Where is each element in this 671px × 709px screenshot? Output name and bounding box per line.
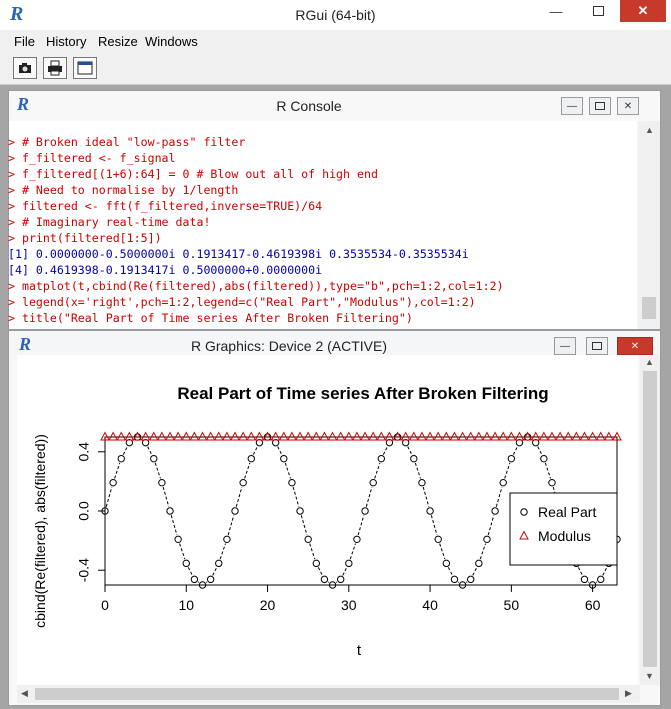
series-line — [220, 544, 225, 559]
maximize-icon — [593, 6, 604, 16]
series-line — [301, 515, 307, 535]
data-point — [508, 455, 514, 461]
data-point — [354, 536, 360, 542]
data-point — [410, 433, 418, 441]
console-scrollbar[interactable] — [638, 121, 660, 329]
data-point — [313, 560, 319, 566]
console-title: R Console — [276, 98, 342, 114]
menu-history[interactable]: History — [46, 34, 87, 49]
graphics-maximize-button[interactable] — [586, 337, 608, 355]
data-point — [589, 433, 597, 441]
series-line — [358, 515, 364, 535]
data-point — [476, 560, 482, 566]
x-tick-label: 0 — [101, 597, 109, 613]
data-point — [248, 455, 254, 461]
data-point — [418, 433, 426, 441]
series-line — [336, 582, 337, 583]
data-point — [117, 433, 125, 441]
data-point — [597, 433, 605, 441]
data-point — [231, 433, 239, 441]
console-line: [4] 0.4619398-0.1913417i 0.5000000+0.0000000i — [8, 263, 323, 277]
data-point — [207, 433, 215, 441]
data-point — [255, 433, 263, 441]
console-button[interactable] — [73, 57, 97, 79]
menu-bar — [0, 30, 671, 52]
series-line — [115, 463, 120, 478]
r-logo-icon: R — [17, 94, 30, 114]
data-point — [435, 536, 441, 542]
data-point — [150, 433, 158, 441]
series-line — [310, 544, 315, 559]
data-point — [442, 433, 450, 441]
series-line — [383, 447, 387, 455]
data-point — [377, 433, 385, 441]
minimize-button[interactable] — [536, 0, 576, 22]
console-lines — [8, 134, 504, 326]
series-line — [375, 463, 380, 478]
series-line — [285, 463, 290, 478]
y-axis-label: cbind(Re(filtered), abs(filtered)) — [32, 434, 48, 628]
data-point — [110, 479, 116, 485]
app-title: RGui (64-bit) — [295, 7, 376, 23]
data-point — [272, 433, 280, 441]
series-line — [423, 487, 429, 507]
series-line — [343, 567, 347, 575]
x-axis-label: t — [356, 642, 362, 659]
maximize-button[interactable] — [578, 0, 618, 22]
data-point — [345, 433, 353, 441]
data-point — [175, 536, 181, 542]
data-point — [216, 560, 222, 566]
data-point — [158, 433, 166, 441]
data-point — [304, 433, 312, 441]
x-tick-label: 60 — [584, 597, 601, 613]
data-point — [564, 433, 572, 441]
series-line — [180, 544, 185, 559]
data-point — [305, 536, 311, 542]
data-point — [499, 433, 507, 441]
data-point — [540, 433, 548, 441]
data-point — [459, 433, 467, 441]
data-point — [369, 433, 377, 441]
data-point — [402, 433, 410, 441]
series-line — [213, 567, 217, 575]
minimize-icon: — — [567, 100, 577, 112]
data-point — [427, 508, 433, 514]
series-line — [366, 487, 372, 507]
series-line — [198, 582, 199, 583]
data-point — [411, 455, 417, 461]
menu-resize[interactable]: Resize — [98, 34, 138, 49]
data-point — [426, 433, 434, 441]
graphics-close-button[interactable] — [617, 337, 653, 355]
y-tick-label: 0.4 — [75, 442, 92, 462]
data-point — [288, 433, 296, 441]
console-close-button[interactable] — [617, 97, 639, 115]
series-line — [228, 515, 234, 535]
data-point — [240, 479, 246, 485]
data-point — [467, 433, 475, 441]
series-line — [538, 447, 542, 455]
data-point — [215, 433, 223, 441]
data-point — [378, 455, 384, 461]
data-point — [475, 433, 483, 441]
scroll-left-icon[interactable]: ◀ — [21, 688, 28, 698]
console-line: [1] 0.0000000-0.5000000i 0.1913417-0.4619398i 0.3535534-0.3535534i — [8, 247, 469, 261]
data-point — [515, 433, 523, 441]
data-point — [451, 576, 457, 582]
data-point — [370, 479, 376, 485]
series-line — [206, 582, 207, 583]
x-tick-label: 30 — [341, 597, 357, 613]
data-point — [223, 433, 231, 441]
r-logo-icon: R — [10, 3, 24, 25]
data-point — [532, 433, 540, 441]
console-line: > f_filtered[(1+6):64] = 0 # Blow out all of high end — [8, 167, 378, 181]
console-window-icon — [74, 58, 96, 78]
series-line — [466, 582, 467, 583]
close-button[interactable] — [620, 0, 666, 22]
data-point — [183, 560, 189, 566]
scroll-right-icon[interactable]: ▶ — [625, 688, 632, 698]
data-point — [556, 433, 564, 441]
series-line — [505, 463, 510, 478]
scroll-down-icon[interactable]: ▼ — [645, 671, 654, 681]
console-line: > # Need to normalise by 1/length — [8, 183, 239, 197]
series-line — [513, 447, 517, 455]
series-line — [545, 463, 550, 478]
data-point — [337, 576, 343, 582]
series-line — [496, 487, 502, 507]
data-point — [151, 455, 157, 461]
data-point — [280, 433, 288, 441]
series-1 — [101, 433, 621, 441]
data-point — [191, 576, 197, 582]
data-point — [296, 433, 304, 441]
data-point — [541, 455, 547, 461]
data-point — [337, 433, 345, 441]
y-tick-label: -0.4 — [75, 558, 92, 583]
legend-label: Modulus — [538, 528, 591, 544]
data-point — [443, 560, 449, 566]
graphics-h-thumb[interactable] — [35, 688, 619, 700]
console-line: > legend(x='right',pch=1:2,legend=c("Real Part","Modulus"),col=1:2) — [8, 295, 476, 309]
data-point — [281, 455, 287, 461]
series-line — [603, 567, 607, 575]
series-line — [106, 487, 112, 507]
scroll-up-icon[interactable]: ▲ — [645, 357, 654, 367]
data-point — [434, 433, 442, 441]
series-line — [588, 582, 589, 583]
data-point — [159, 479, 165, 485]
menu-file[interactable]: File — [14, 34, 35, 49]
x-tick-label: 40 — [422, 597, 438, 613]
x-tick-label: 20 — [259, 597, 276, 613]
plot-svg — [17, 355, 638, 685]
minimize-icon: — — [560, 340, 570, 352]
data-point — [321, 576, 327, 582]
graphics-v-thumb[interactable] — [643, 371, 657, 667]
close-icon: ✕ — [630, 340, 640, 352]
data-point — [167, 508, 173, 514]
scroll-up-icon[interactable]: ▲ — [645, 125, 654, 135]
data-point — [142, 433, 150, 441]
data-point — [580, 433, 588, 441]
series-line — [415, 463, 420, 478]
print-icon — [44, 58, 66, 78]
series-line — [480, 544, 485, 559]
data-point — [353, 433, 361, 441]
series-line — [458, 582, 459, 583]
restore-icon — [595, 102, 605, 110]
series-line — [440, 544, 445, 559]
series-line — [578, 567, 582, 575]
data-point — [166, 433, 174, 441]
data-point — [507, 433, 515, 441]
series-line — [148, 447, 152, 455]
data-point — [548, 433, 556, 441]
data-point — [109, 433, 117, 441]
x-tick-label: 50 — [503, 597, 520, 613]
series-line — [163, 487, 169, 507]
series-line — [245, 463, 250, 478]
console-title-bar — [9, 91, 660, 121]
x-tick-label: 10 — [178, 597, 195, 613]
data-point — [549, 479, 555, 485]
maximize-icon — [592, 342, 602, 350]
close-icon: ✕ — [637, 3, 649, 18]
data-point — [468, 576, 474, 582]
series-line — [123, 447, 127, 455]
data-point — [598, 576, 604, 582]
graphics-window[interactable] — [8, 330, 661, 706]
series-line — [488, 515, 494, 535]
data-point — [174, 433, 182, 441]
data-point — [581, 576, 587, 582]
data-point — [239, 433, 247, 441]
data-point — [118, 455, 124, 461]
menu-windows[interactable]: Windows — [145, 34, 198, 49]
data-point — [450, 433, 458, 441]
print-button[interactable] — [43, 57, 67, 79]
data-point — [361, 433, 369, 441]
series-line — [318, 567, 322, 575]
data-point — [346, 560, 352, 566]
data-point — [491, 433, 499, 441]
console-line: > matplot(t,cbind(Re(filtered),abs(filtered)),type="b",pch=1:2,col=1:2) — [8, 279, 504, 293]
graphics-h-scrollbar[interactable] — [17, 685, 640, 703]
data-point — [247, 433, 255, 441]
console-line: > print(filtered[1:5]) — [8, 231, 162, 245]
close-icon: ✕ — [623, 100, 633, 112]
data-point — [182, 433, 190, 441]
series-line — [448, 567, 452, 575]
console-line: > title("Real Part of Time series After Broken Filtering") — [8, 311, 413, 325]
series-line — [236, 487, 242, 507]
data-point — [362, 508, 368, 514]
r-logo-icon: R — [19, 334, 32, 354]
chart-title: Real Part of Time series After Broken Filtering — [177, 384, 549, 403]
series-line — [596, 582, 597, 583]
legend-label: Real Part — [538, 504, 597, 520]
data-point — [312, 433, 320, 441]
toolbar — [0, 52, 671, 85]
series-line — [278, 447, 282, 455]
graphics-minimize-button[interactable] — [554, 337, 576, 355]
console-line: > # Broken ideal "low-pass" filter — [8, 135, 246, 149]
graphics-title: R Graphics: Device 2 (ACTIVE) — [190, 338, 388, 354]
data-point — [232, 508, 238, 514]
console-minimize-button[interactable] — [561, 97, 583, 115]
data-point — [484, 536, 490, 542]
data-point — [329, 433, 337, 441]
data-point — [199, 433, 207, 441]
series-line — [408, 447, 412, 455]
series-line — [155, 463, 160, 478]
series-line — [328, 582, 329, 583]
series-line — [350, 544, 355, 559]
data-point — [385, 433, 393, 441]
data-point — [605, 433, 613, 441]
console-line: > filtered <- fft(f_filtered,inverse=TRUE)/64 — [8, 199, 323, 213]
data-point — [500, 479, 506, 485]
data-point — [224, 536, 230, 542]
data-point — [320, 433, 328, 441]
data-point — [419, 479, 425, 485]
data-point — [572, 433, 580, 441]
minimize-icon: — — [549, 3, 563, 19]
series-line — [431, 515, 437, 535]
plot-area — [17, 355, 638, 685]
data-point — [492, 508, 498, 514]
series-line — [253, 447, 257, 455]
copy-metafile-button[interactable] — [13, 57, 37, 79]
main-title-bar — [0, 0, 671, 31]
series-line — [171, 515, 177, 535]
data-point — [125, 433, 133, 441]
series-line — [473, 567, 477, 575]
data-point — [483, 433, 491, 441]
data-point — [207, 576, 213, 582]
console-line: > # Imaginary real-time data! — [8, 215, 211, 229]
y-tick-label: 0.0 — [75, 501, 92, 521]
data-point — [297, 508, 303, 514]
console-line: > f_filtered <- f_signal — [8, 151, 176, 165]
console-scroll-thumb[interactable] — [642, 297, 656, 319]
console-maximize-button[interactable] — [589, 97, 611, 115]
data-point — [190, 433, 198, 441]
camera-icon — [14, 58, 36, 78]
data-point — [289, 479, 295, 485]
series-line — [188, 567, 192, 575]
series-line — [293, 487, 299, 507]
graphics-v-scrollbar[interactable] — [640, 355, 660, 685]
